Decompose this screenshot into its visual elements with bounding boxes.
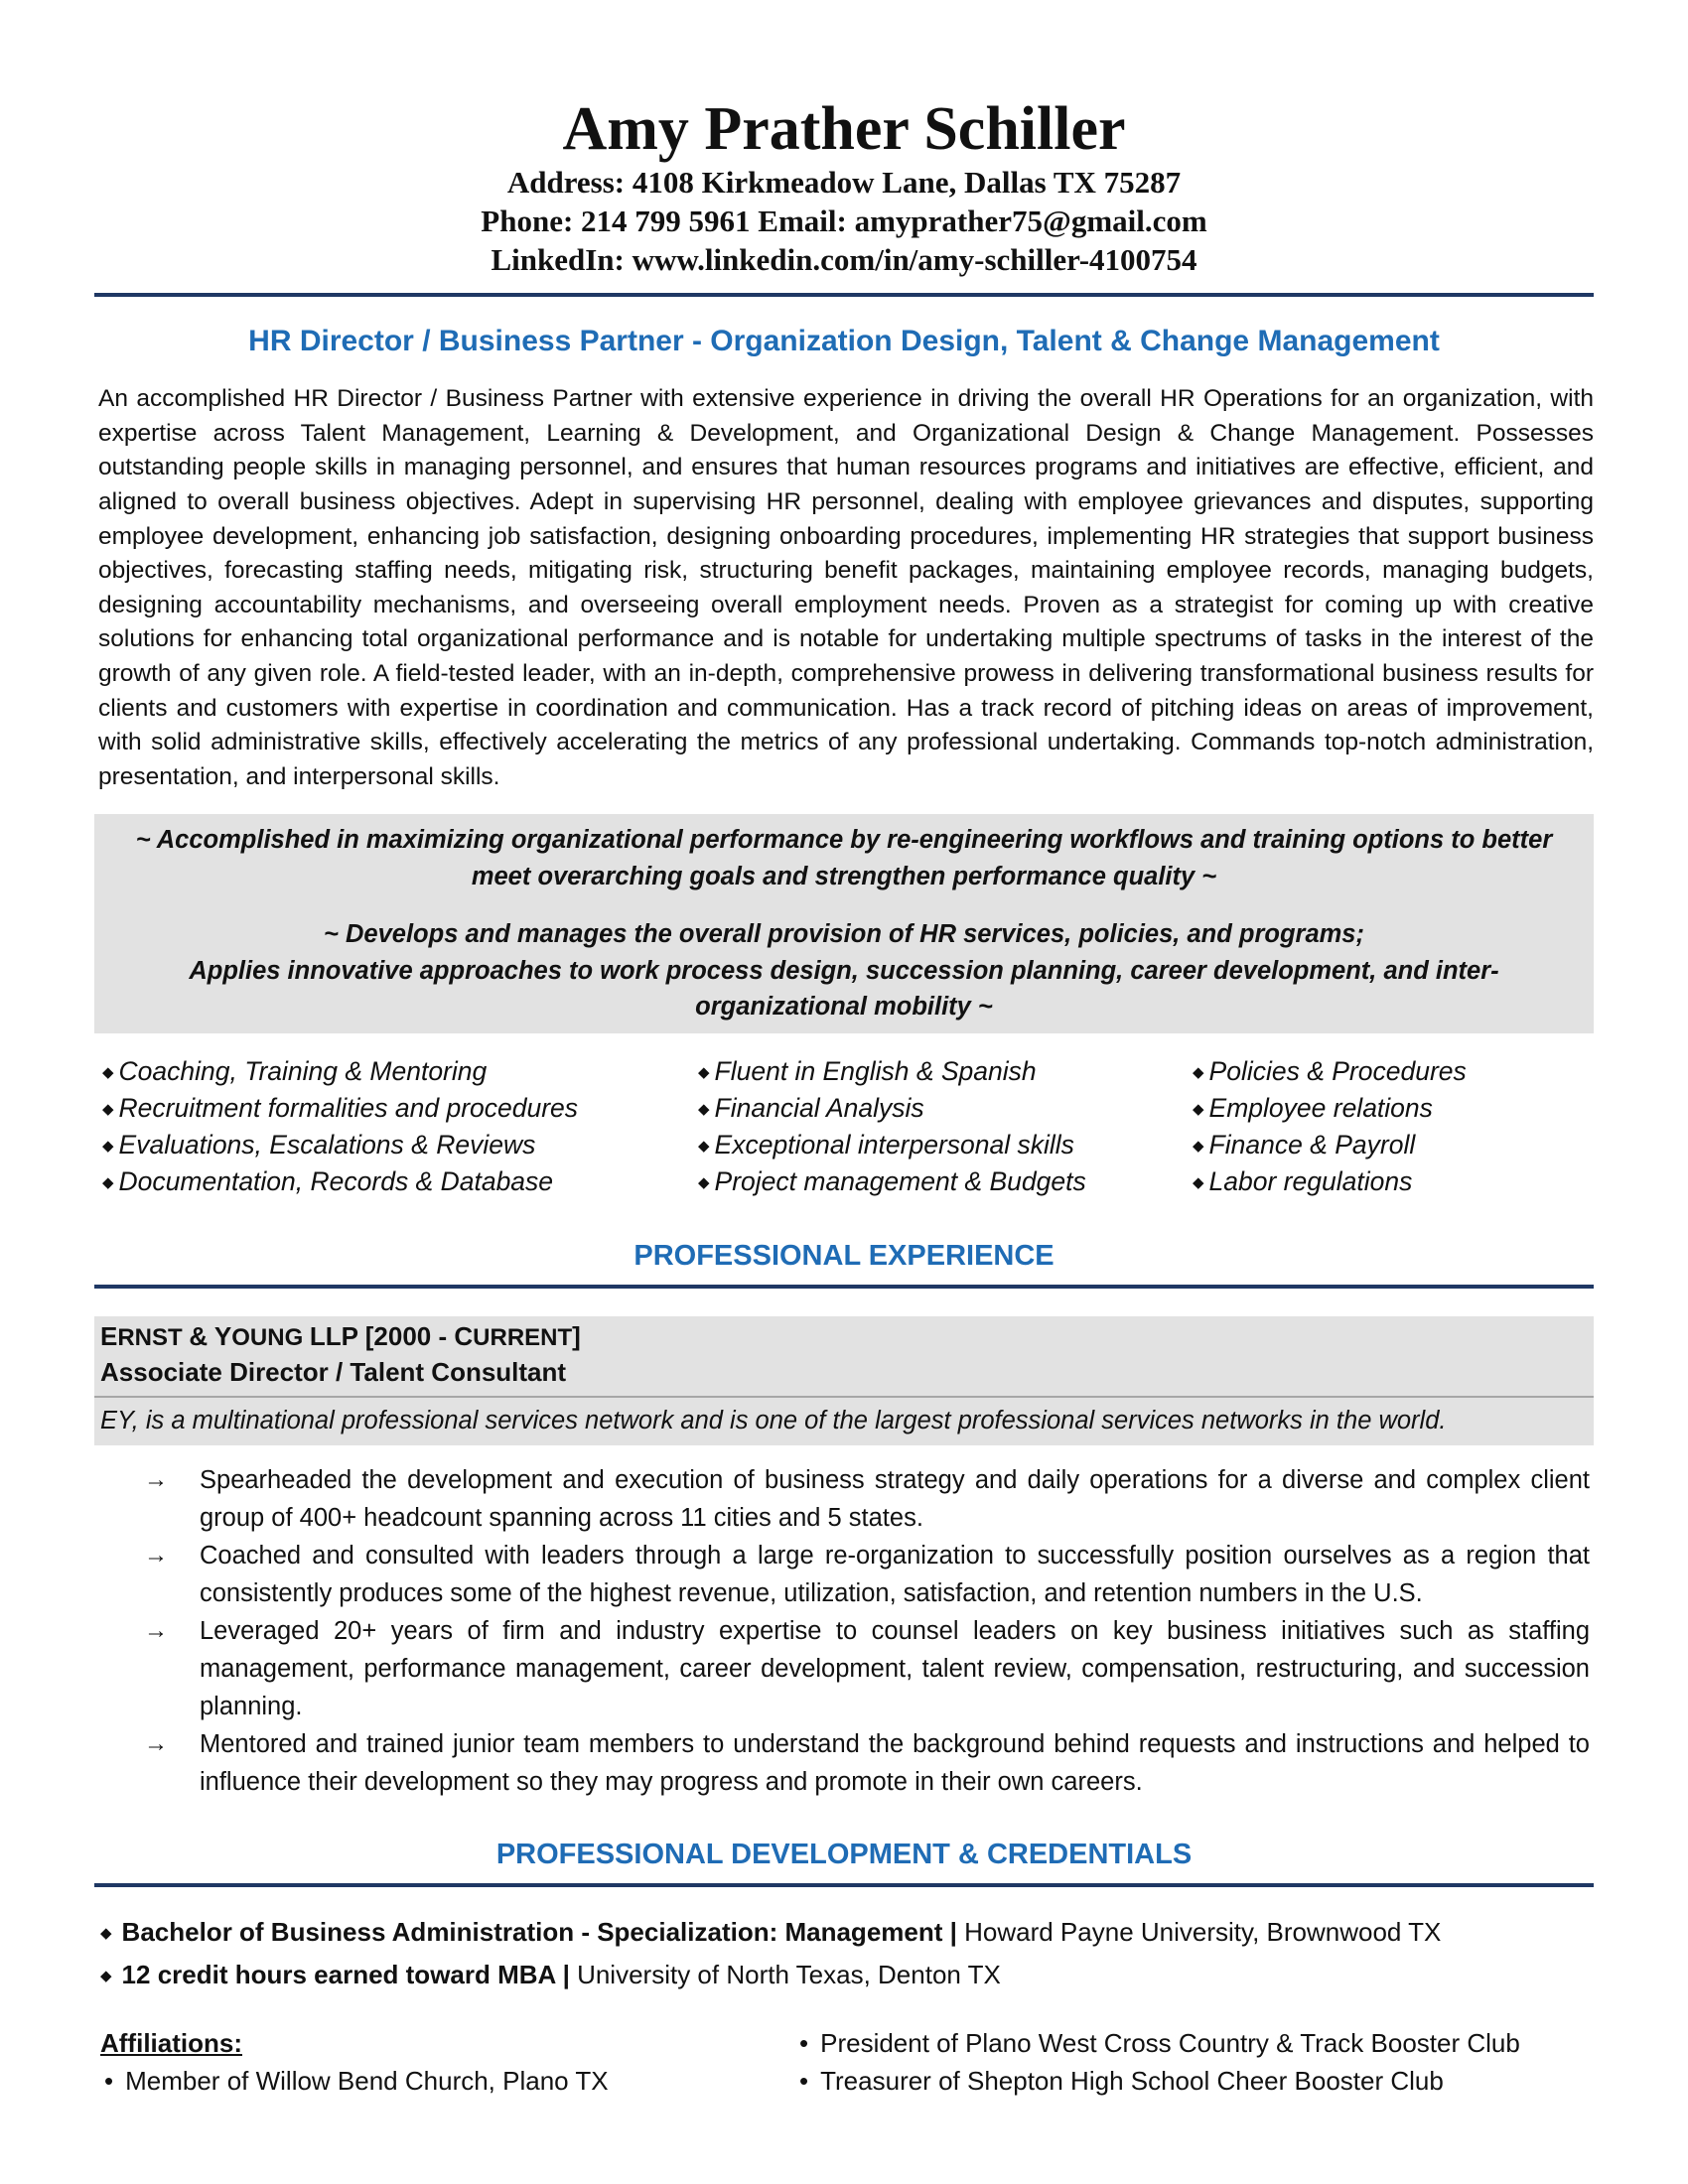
address-line: Address: 4108 Kirkmeadow Lane, Dallas TX 75287 [506,165,1182,201]
header-divider [94,293,1594,297]
skill-item: ◆ Recruitment formalities and procedures [102,1092,579,1123]
credentials-section-title: PROFESSIONAL DEVELOPMENT & CREDENTIALS [495,1838,1193,1870]
diamond-bullet-icon: ◆ [102,1100,114,1118]
linkedin-line: LinkedIn: www.linkedin.com/in/amy-schiller-4100754 [491,242,1197,278]
diamond-bullet-icon: ◆ [1193,1137,1204,1155]
affiliations-left-column [100,2024,795,2100]
arrow-right-icon: → [144,1729,168,1757]
diamond-bullet-icon: ◆ [698,1137,710,1155]
diamond-bullet-icon: ◆ [1193,1063,1204,1081]
arrow-right-icon: → [144,1465,168,1493]
diamond-bullet-icon: ◆ [102,1173,114,1191]
diamond-bullet-icon: ◆ [102,1063,114,1081]
experience-section-title: PROFESSIONAL EXPERIENCE [633,1239,1055,1272]
skills-column-3 [1193,1055,1590,1202]
highlight-line-2a: ~ Develops and manages the overall provision of HR services, policies, and programs; [324,920,1364,949]
skills-column-2 [698,1055,1193,1202]
skill-item: ◆ Financial Analysis [698,1092,924,1123]
credentials-divider [94,1883,1594,1887]
experience-divider [94,1285,1594,1289]
affiliation-item: • Treasurer of Shepton High School Cheer Booster Club [799,2065,1444,2096]
education-list [100,1913,1594,1998]
skill-item: ◆ Labor regulations [1193,1165,1413,1196]
bullet-icon: • [799,2027,809,2058]
list-item: → Mentored and trained junior team members to understand the background behind requests and instructions and helped to influence their development so they may progress and promote in their own careers. [94,1725,1590,1801]
summary-paragraph: An accomplished HR Director / Business Partner with extensive experience in driving the overall HR Operations for an organization, with expertise across Talent Management, Learning & Development, and Organizational Design & Change Management. Possesses outstanding people skills in managing personnel, and ensures that human resources programs and initiatives are effective, efficient, and aligned to overall business objectives. Adept in supervising HR personnel, dealing with employee grievances and disputes, supporting employee development, enhancing job satisfaction, designing onboarding procedures, implementing HR strategies that support business objectives, forecasting staffing needs, mitigating risk, structuring benefit packages, maintaining employee records, managing budgets, designing accountability mechanisms, and overseeing overall employment needs. Proven as a strategist for coming up with creative solutions for enhancing total organizational performance and is notable for undertaking multiple spectrums of tasks in the interest of the growth of any given role. A field-tested leader, with an in-depth, comprehensive prowess in delivering transformational business results for clients and customers with expertise in coordination and communication. Has a track record of pitching ideas on areas of improvement, with solid administrative skills, effectively accelerating the metrics of any professional undertaking. Commands top-notch administration, presentation, and interpersonal skills. [98,385,1594,790]
diamond-bullet-icon: ◆ [102,1137,114,1155]
job-header [94,1316,1594,1445]
resume-page [94,95,1594,2100]
education-item: ◆ 12 credit hours earned toward MBA | University of North Texas, Denton TX [100,1959,1001,1989]
list-item: → Spearheaded the development and execution of business strategy and daily operations for a diverse and complex client group of 400+ headcount spanning across 11 cities and 5 states. [94,1461,1590,1537]
list-item: → Leveraged 20+ years of firm and industry expertise to counsel leaders on key business initiatives such as staffing management, performance management, career development, talent review, compensation, restructuring, and succession planning. [94,1612,1590,1725]
affiliations-right-column [795,2024,1520,2100]
education-item: ◆ Bachelor of Business Administration - Specialization: Management | Howard Payne University, Brownwood TX [100,1916,1442,1947]
candidate-name: Amy Prather Schiller [562,95,1126,163]
experience-bullets [94,1461,1594,1801]
skill-item: ◆ Finance & Payroll [1193,1129,1416,1160]
list-item: → Coached and consulted with leaders through a large re-organization to successfully position ourselves as a region that consistently produces some of the highest revenue, utilization, satisfaction, and retention numbers in the U.S. [94,1537,1590,1612]
bullet-icon: • [799,2065,809,2096]
skill-item: ◆ Coaching, Training & Mentoring [102,1055,488,1086]
diamond-bullet-icon: ◆ [698,1173,710,1191]
skill-item: ◆ Project management & Budgets [698,1165,1086,1196]
highlight-line-1: ~ Accomplished in maximizing organizational performance by re-engineering workflows and training options to better meet overarching goals and strengthen performance quality ~ [135,826,1553,890]
diamond-bullet-icon: ◆ [698,1100,710,1118]
arrow-right-icon: → [144,1616,168,1644]
job-title: Associate Director / Talent Consultant [100,1356,567,1387]
affiliation-item: • Member of Willow Bend Church, Plano TX [104,2065,609,2096]
highlights-box [94,814,1594,1033]
affiliation-item: • President of Plano West Cross Country & Track Booster Club [799,2027,1520,2058]
diamond-bullet-icon: ◆ [100,1924,112,1942]
arrow-right-icon: → [144,1541,168,1569]
diamond-bullet-icon: ◆ [698,1063,710,1081]
skill-item: ◆ Evaluations, Escalations & Reviews [102,1129,536,1160]
skill-item: ◆ Documentation, Records & Database [102,1165,554,1196]
skill-item: ◆ Policies & Procedures [1193,1055,1467,1086]
affiliations [100,2024,1594,2100]
diamond-bullet-icon: ◆ [1193,1173,1204,1191]
bullet-icon: • [104,2065,114,2096]
skills-grid [102,1055,1594,1202]
skill-item: ◆ Exceptional interpersonal skills [698,1129,1074,1160]
skill-item: ◆ Fluent in English & Spanish [698,1055,1037,1086]
professional-headline: HR Director / Business Partner - Organization Design, Talent & Change Management [248,325,1440,358]
company-description: EY, is a multinational professional services network and is one of the largest professional services networks in the world. [100,1406,1447,1434]
skills-column-1 [102,1055,698,1202]
diamond-bullet-icon: ◆ [1193,1100,1204,1118]
highlight-line-2b: Applies innovative approaches to work process design, succession planning, career development, and inter-organizational mobility ~ [189,956,1499,1022]
affiliations-title: Affiliations: [100,2027,242,2058]
company-line: ERNST & YOUNG LLP [2000 - CURRENT] [100,1320,581,1351]
phone-email-line: Phone: 214 799 5961 Email: amyprather75@gmail.com [481,204,1207,239]
skill-item: ◆ Employee relations [1193,1092,1433,1123]
diamond-bullet-icon: ◆ [100,1967,112,1984]
